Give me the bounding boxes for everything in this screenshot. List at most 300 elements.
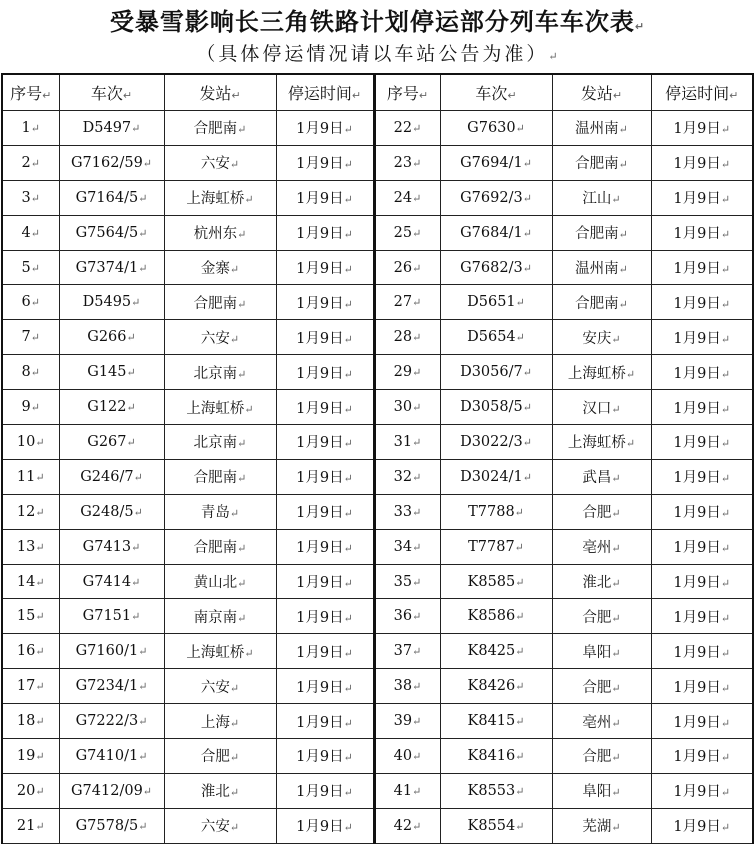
cell-index: 29↵ (374, 355, 440, 390)
cell-date: 1月9日↵ (276, 704, 374, 739)
paragraph-mark-icon: ↵ (343, 821, 353, 835)
cell-origin: 汉口↵ (552, 390, 651, 425)
cell-date: 1月9日↵ (651, 634, 753, 669)
cell-date: 1月9日↵ (651, 215, 753, 250)
paragraph-mark-icon: ↵ (138, 749, 148, 763)
cell-date: 1月9日↵ (276, 459, 374, 494)
paragraph-mark-icon: ↵ (412, 331, 422, 345)
paragraph-mark-icon: ↵ (343, 751, 353, 765)
cell-origin: 青岛↵ (164, 494, 276, 529)
table-row (2, 808, 753, 843)
cell-index: 14↵ (2, 564, 59, 599)
cell-train: G145↵ (59, 355, 164, 390)
cell-date: 1月9日↵ (651, 808, 753, 843)
paragraph-mark-icon: ↵ (30, 401, 40, 415)
cell-index: 36↵ (374, 599, 440, 634)
cell-train: D3022/3↵ (440, 425, 552, 460)
paragraph-mark-icon: ↵ (412, 819, 422, 833)
cell-origin: 上海虹桥↵ (552, 355, 651, 390)
paragraph-mark-icon: ↵ (126, 366, 136, 380)
paragraph-mark-icon: ↵ (229, 507, 240, 521)
cell-origin: 合肥↵ (552, 494, 651, 529)
cell-train: G7682/3↵ (440, 250, 552, 285)
paragraph-mark-icon: ↵ (30, 121, 40, 135)
paragraph-mark-icon: ↵ (618, 297, 628, 311)
cell-origin: 上海↵ (164, 704, 276, 739)
paragraph-mark-icon: ↵ (229, 332, 240, 346)
cell-train: G266↵ (59, 320, 164, 355)
paragraph-mark-icon: ↵ (515, 680, 525, 694)
paragraph-mark-icon: ↵ (515, 784, 525, 798)
paragraph-mark-icon: ↵ (229, 263, 240, 276)
paragraph-mark-icon: ↵ (611, 611, 621, 625)
table-row (2, 739, 753, 774)
cell-train: D3058/5↵ (440, 390, 552, 425)
paragraph-mark-icon: ↵ (412, 401, 422, 415)
paragraph-mark-icon: ↵ (343, 123, 353, 137)
cell-train: K8416↵ (440, 739, 552, 774)
paragraph-mark-icon: ↵ (343, 472, 353, 486)
paragraph-mark-icon: ↵ (611, 472, 621, 486)
paragraph-mark-icon: ↵ (515, 610, 525, 624)
cell-origin: 合肥南↵ (164, 111, 276, 146)
cell-origin: 杭州东↵ (164, 215, 276, 250)
table-row (2, 320, 753, 355)
paragraph-mark-icon: ↵ (514, 505, 524, 519)
paragraph-mark-icon: ↵ (142, 156, 153, 170)
paragraph-mark-icon: ↵ (522, 470, 532, 484)
cell-origin: 阜阳↵ (552, 634, 651, 669)
paragraph-mark-icon: ↵ (343, 716, 353, 730)
paragraph-mark-icon: ↵ (515, 819, 525, 833)
paragraph-mark-icon: ↵ (343, 437, 353, 451)
table-row (2, 425, 753, 460)
cell-train: G267↵ (59, 425, 164, 460)
cell-origin: 合肥南↵ (164, 459, 276, 494)
cell-train: D3056/7↵ (440, 355, 552, 390)
table-row (2, 529, 753, 564)
cell-date: 1月9日↵ (651, 494, 753, 529)
paragraph-mark-icon: ↵ (343, 263, 353, 276)
table-row (2, 704, 753, 739)
cell-origin: 南京南↵ (164, 599, 276, 634)
table-row (2, 390, 753, 425)
cell-index: 22↵ (374, 111, 440, 146)
paragraph-mark-icon: ↵ (412, 366, 422, 380)
paragraph-mark-icon: ↵ (138, 191, 148, 205)
cell-index: 41↵ (374, 773, 440, 808)
cell-train: G7413↵ (59, 529, 164, 564)
paragraph-mark-icon: ↵ (412, 715, 422, 729)
paragraph-mark-icon: ↵ (720, 611, 731, 625)
paragraph-mark-icon: ↵ (720, 646, 731, 660)
paragraph-mark-icon: ↵ (35, 505, 45, 519)
cell-index: 16↵ (2, 634, 59, 669)
paragraph-mark-icon: ↵ (30, 191, 40, 205)
paragraph-mark-icon: ↵ (611, 751, 621, 765)
paragraph-mark-icon: ↵ (35, 749, 45, 763)
table-row (2, 669, 753, 704)
paragraph-mark-icon: ↵ (343, 786, 353, 800)
table-row (2, 285, 753, 320)
paragraph-mark-icon: ↵ (720, 681, 731, 695)
cell-index: 10↵ (2, 425, 59, 460)
cell-date: 1月9日↵ (651, 704, 753, 739)
paragraph-mark-icon: ↵ (412, 121, 422, 135)
paragraph-mark-icon: ↵ (720, 542, 731, 556)
paragraph-mark-icon: ↵ (412, 191, 422, 205)
cell-index: 40↵ (374, 739, 440, 774)
paragraph-mark-icon: ↵ (412, 156, 422, 170)
paragraph-mark-icon: ↵ (611, 786, 621, 800)
cell-train: G7160/1↵ (59, 634, 164, 669)
cell-train: G7412/09↵ (59, 773, 164, 808)
cell-date: 1月9日↵ (276, 250, 374, 285)
cell-index: 8↵ (2, 355, 59, 390)
paragraph-mark-icon: ↵ (244, 193, 254, 207)
cell-date: 1月9日↵ (651, 355, 753, 390)
cell-index: 35↵ (374, 564, 440, 599)
cell-date: 1月9日↵ (276, 739, 374, 774)
paragraph-mark-icon: ↵ (412, 610, 422, 624)
paragraph-mark-icon: ↵ (522, 435, 532, 449)
cell-index: 1↵ (2, 111, 59, 146)
paragraph-mark-icon: ↵ (30, 156, 40, 170)
cell-index: 31↵ (374, 425, 440, 460)
cell-train: K8425↵ (440, 634, 552, 669)
paragraph-mark-icon: ↵ (618, 228, 628, 242)
cell-date: 1月9日↵ (276, 111, 374, 146)
paragraph-mark-icon: ↵ (343, 367, 353, 381)
cell-origin: 芜湖↵ (552, 808, 651, 843)
cell-origin: 上海虹桥↵ (164, 634, 276, 669)
paragraph-mark-icon: ↵ (522, 156, 532, 170)
paragraph-mark-icon: ↵ (514, 540, 524, 554)
paragraph-mark-icon: ↵ (343, 542, 353, 556)
cell-date: 1月9日↵ (276, 425, 374, 460)
table-row (2, 215, 753, 250)
paragraph-mark-icon: ↵ (138, 819, 148, 833)
paragraph-mark-icon: ↵ (229, 158, 240, 172)
cell-date: 1月9日↵ (651, 425, 753, 460)
paragraph-mark-icon: ↵ (720, 786, 731, 800)
cell-origin: 武昌↵ (552, 459, 651, 494)
cell-index: 13↵ (2, 529, 59, 564)
paragraph-mark-icon: ↵ (343, 332, 353, 346)
paragraph-mark-icon: ↵ (237, 437, 247, 451)
paragraph-mark-icon: ↵ (522, 366, 532, 380)
cell-date: 1月9日↵ (276, 599, 374, 634)
paragraph-mark-icon: ↵ (611, 193, 621, 207)
cell-train: G122↵ (59, 390, 164, 425)
cell-index: 4↵ (2, 215, 59, 250)
paragraph-mark-icon: ↵ (237, 542, 247, 556)
paragraph-mark-icon: ↵ (412, 680, 422, 694)
table-row (2, 599, 753, 634)
document-title-text: 受暴雪影响长三角铁路计划停运部分列车车次表 (109, 8, 635, 36)
paragraph-mark-icon: ↵ (720, 193, 731, 207)
paragraph-mark-icon: ↵ (237, 297, 247, 311)
paragraph-mark-icon: ↵ (720, 716, 731, 730)
cell-index: 17↵ (2, 669, 59, 704)
paragraph-mark-icon: ↵ (618, 158, 628, 172)
cell-date: 1月9日↵ (276, 494, 374, 529)
table-row (2, 773, 753, 808)
cell-origin: 合肥↵ (164, 739, 276, 774)
paragraph-mark-icon: ↵ (720, 332, 731, 346)
cell-train: G7162/59↵ (59, 145, 164, 180)
paragraph-mark-icon: ↵ (611, 402, 621, 416)
paragraph-mark-icon: ↵ (30, 296, 40, 310)
cell-train: K8415↵ (440, 704, 552, 739)
paragraph-mark-icon: ↵ (35, 784, 45, 798)
cell-train: G7410/1↵ (59, 739, 164, 774)
table-row (2, 494, 753, 529)
cell-index: 33↵ (374, 494, 440, 529)
paragraph-mark-icon: ↵ (35, 715, 45, 729)
cell-index: 24↵ (374, 180, 440, 215)
table-row (2, 250, 753, 285)
paragraph-mark-icon: ↵ (611, 332, 621, 346)
paragraph-mark-icon: ↵ (634, 20, 645, 33)
paragraph-mark-icon: ↵ (720, 751, 731, 765)
document-subtitle-text: （具体停运情况请以车站公告为准） (196, 43, 549, 65)
paragraph-mark-icon: ↵ (131, 540, 141, 554)
cell-index: 18↵ (2, 704, 59, 739)
document-subtitle (0, 40, 754, 71)
header-cell-date: 停运时间↵ (651, 74, 753, 111)
cell-train: D5495↵ (59, 285, 164, 320)
cell-date: 1月9日↵ (276, 564, 374, 599)
cell-train: G7164/5↵ (59, 180, 164, 215)
cell-date: 1月9日↵ (276, 390, 374, 425)
cell-date: 1月9日↵ (651, 459, 753, 494)
header-cell-train: 车次↵ (440, 74, 552, 111)
paragraph-mark-icon: ↵ (131, 610, 141, 624)
cell-origin: 六安↵ (164, 320, 276, 355)
paragraph-mark-icon: ↵ (720, 228, 731, 242)
paragraph-mark-icon: ↵ (720, 367, 731, 381)
cell-index: 9↵ (2, 390, 59, 425)
cell-date: 1月9日↵ (276, 180, 374, 215)
paragraph-mark-icon: ↵ (412, 645, 422, 659)
paragraph-mark-icon: ↵ (229, 821, 240, 835)
paragraph-mark-icon: ↵ (720, 507, 731, 521)
paragraph-mark-icon: ↵ (133, 505, 143, 519)
paragraph-mark-icon: ↵ (343, 681, 353, 695)
cell-index: 15↵ (2, 599, 59, 634)
cell-origin: 金寨↵ (164, 250, 276, 285)
cell-index: 12↵ (2, 494, 59, 529)
cell-index: 21↵ (2, 808, 59, 843)
cell-train: K8585↵ (440, 564, 552, 599)
cell-origin: 安庆↵ (552, 320, 651, 355)
paragraph-mark-icon: ↵ (237, 123, 247, 137)
cell-origin: 六安↵ (164, 145, 276, 180)
cell-origin: 上海虹桥↵ (552, 425, 651, 460)
paragraph-mark-icon: ↵ (229, 786, 240, 800)
paragraph-mark-icon: ↵ (618, 263, 628, 276)
cell-train: K8426↵ (440, 669, 552, 704)
cell-index: 23↵ (374, 145, 440, 180)
table-row (2, 180, 753, 215)
paragraph-mark-icon: ↵ (138, 645, 148, 659)
paragraph-mark-icon: ↵ (35, 540, 45, 554)
cell-origin: 淮北↵ (552, 564, 651, 599)
paragraph-mark-icon: ↵ (237, 472, 247, 486)
table-row (2, 355, 753, 390)
cell-date: 1月9日↵ (651, 599, 753, 634)
paragraph-mark-icon: ↵ (30, 226, 40, 240)
paragraph-mark-icon: ↵ (343, 193, 353, 207)
cell-date: 1月9日↵ (651, 145, 753, 180)
paragraph-mark-icon: ↵ (138, 715, 148, 729)
paragraph-mark-icon: ↵ (35, 645, 45, 659)
paragraph-mark-icon: ↵ (720, 472, 731, 486)
paragraph-mark-icon: ↵ (126, 331, 136, 345)
cell-date: 1月9日↵ (651, 320, 753, 355)
paragraph-mark-icon: ↵ (611, 542, 621, 556)
cell-train: G7684/1↵ (440, 215, 552, 250)
table-header-row (2, 74, 753, 111)
paragraph-mark-icon: ↵ (343, 228, 353, 242)
paragraph-mark-icon: ↵ (548, 50, 558, 63)
cell-date: 1月9日↵ (651, 250, 753, 285)
paragraph-mark-icon: ↵ (720, 297, 731, 311)
cell-train: T7788↵ (440, 494, 552, 529)
cell-date: 1月9日↵ (276, 285, 374, 320)
cell-index: 19↵ (2, 739, 59, 774)
paragraph-mark-icon: ↵ (35, 610, 45, 624)
cell-origin: 合肥南↵ (164, 285, 276, 320)
paragraph-mark-icon: ↵ (237, 611, 247, 625)
paragraph-mark-icon: ↵ (515, 296, 525, 310)
paragraph-mark-icon: ↵ (237, 367, 247, 381)
paragraph-mark-icon: ↵ (412, 575, 422, 589)
paragraph-mark-icon: ↵ (131, 296, 141, 310)
cell-origin: 合肥↵ (552, 669, 651, 704)
paragraph-mark-icon: ↵ (237, 228, 247, 242)
paragraph-mark-icon: ↵ (244, 402, 254, 416)
cell-date: 1月9日↵ (651, 180, 753, 215)
paragraph-mark-icon: ↵ (412, 226, 422, 240)
cell-date: 1月9日↵ (651, 529, 753, 564)
cell-date: 1月9日↵ (276, 773, 374, 808)
cell-date: 1月9日↵ (276, 669, 374, 704)
cell-train: G7694/1↵ (440, 145, 552, 180)
cell-train: D5497↵ (59, 111, 164, 146)
cell-origin: 亳州↵ (552, 529, 651, 564)
paragraph-mark-icon: ↵ (142, 784, 153, 798)
cell-index: 32↵ (374, 459, 440, 494)
paragraph-mark-icon: ↵ (343, 158, 353, 172)
paragraph-mark-icon: ↵ (412, 540, 422, 554)
paragraph-mark-icon: ↵ (515, 121, 525, 135)
cell-train: G248/5↵ (59, 494, 164, 529)
paragraph-mark-icon: ↵ (412, 435, 422, 449)
cell-index: 7↵ (2, 320, 59, 355)
paragraph-mark-icon: ↵ (720, 437, 731, 451)
cell-origin: 合肥南↵ (164, 529, 276, 564)
paragraph-mark-icon: ↵ (131, 575, 141, 589)
paragraph-mark-icon: ↵ (30, 366, 40, 380)
cell-date: 1月9日↵ (651, 111, 753, 146)
cell-date: 1月9日↵ (276, 529, 374, 564)
paragraph-mark-icon: ↵ (522, 401, 532, 415)
paragraph-mark-icon: ↵ (35, 435, 45, 449)
document-title (0, 6, 754, 43)
paragraph-mark-icon: ↵ (138, 226, 148, 240)
suspended-trains-table (1, 73, 754, 844)
cell-index: 30↵ (374, 390, 440, 425)
paragraph-mark-icon: ↵ (35, 680, 45, 694)
cell-date: 1月9日↵ (651, 773, 753, 808)
cell-origin: 上海虹桥↵ (164, 390, 276, 425)
cell-train: G7692/3↵ (440, 180, 552, 215)
cell-train: K8553↵ (440, 773, 552, 808)
table-row (2, 459, 753, 494)
table-row (2, 111, 753, 146)
cell-train: K8554↵ (440, 808, 552, 843)
paragraph-mark-icon: ↵ (412, 470, 422, 484)
cell-date: 1月9日↵ (651, 739, 753, 774)
paragraph-mark-icon: ↵ (138, 680, 148, 694)
paragraph-mark-icon: ↵ (343, 507, 353, 521)
cell-origin: 淮北↵ (164, 773, 276, 808)
paragraph-mark-icon: ↵ (343, 611, 353, 625)
cell-date: 1月9日↵ (651, 285, 753, 320)
cell-train: G7578/5↵ (59, 808, 164, 843)
paragraph-mark-icon: ↵ (412, 784, 422, 798)
cell-index: 38↵ (374, 669, 440, 704)
cell-origin: 温州南↵ (552, 111, 651, 146)
paragraph-mark-icon: ↵ (611, 507, 621, 521)
paragraph-mark-icon: ↵ (522, 226, 532, 240)
paragraph-mark-icon: ↵ (229, 751, 240, 765)
paragraph-mark-icon: ↵ (229, 716, 240, 730)
paragraph-mark-icon: ↵ (720, 577, 731, 591)
paragraph-mark-icon: ↵ (618, 123, 628, 137)
paragraph-mark-icon: ↵ (126, 435, 136, 449)
paragraph-mark-icon: ↵ (522, 191, 532, 205)
cell-date: 1月9日↵ (651, 669, 753, 704)
cell-origin: 合肥↵ (552, 739, 651, 774)
cell-date: 1月9日↵ (276, 808, 374, 843)
paragraph-mark-icon: ↵ (131, 121, 141, 135)
cell-index: 6↵ (2, 285, 59, 320)
cell-train: G7234/1↵ (59, 669, 164, 704)
paragraph-mark-icon: ↵ (343, 646, 353, 660)
cell-origin: 合肥南↵ (552, 215, 651, 250)
paragraph-mark-icon: ↵ (30, 261, 40, 275)
cell-train: G7630↵ (440, 111, 552, 146)
cell-date: 1月9日↵ (276, 320, 374, 355)
paragraph-mark-icon: ↵ (522, 261, 532, 275)
cell-index: 11↵ (2, 459, 59, 494)
paragraph-mark-icon: ↵ (133, 470, 143, 484)
cell-index: 25↵ (374, 215, 440, 250)
paragraph-mark-icon: ↵ (611, 681, 621, 695)
cell-origin: 上海虹桥↵ (164, 180, 276, 215)
paragraph-mark-icon: ↵ (343, 297, 353, 311)
header-cell-origin: 发站↵ (552, 74, 651, 111)
cell-origin: 合肥南↵ (552, 145, 651, 180)
header-cell-index: 序号↵ (374, 74, 440, 111)
cell-index: 20↵ (2, 773, 59, 808)
cell-index: 28↵ (374, 320, 440, 355)
paragraph-mark-icon: ↵ (343, 402, 353, 416)
paragraph-mark-icon: ↵ (244, 646, 254, 660)
